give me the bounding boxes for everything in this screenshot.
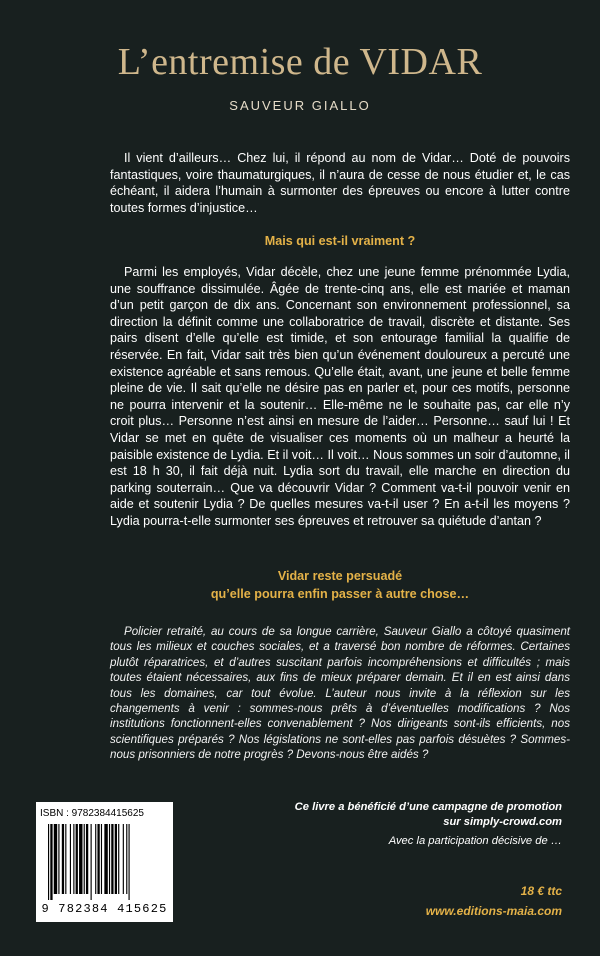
conclusion-line-2: qu’elle pourra enfin passer à autre chose… (210, 587, 470, 601)
question-heading: Mais qui est-il vraiment ? (264, 234, 416, 248)
intro-paragraph: Il vient d’ailleurs… Chez lui, il répond au nom de Vidar… Doté de pouvoirs fantastiques, voire thaumaturgiques, il n’aura de cesse de nous étudier et, le cas échéant, il aidera l’humain à surmonter des épreuves ou encore à lutter contre toutes formes d’injustice… (110, 151, 570, 215)
book-title: L’entremise de VIDAR (117, 41, 483, 83)
promotion-line-1: Ce livre a bénéficié d’une campagne de promotion (294, 801, 562, 813)
conclusion-text (110, 567, 570, 603)
promotion-note (250, 800, 562, 830)
story-paragraph: Parmi les employés, Vidar décèle, chez une jeune femme prénommée Lydia, une souffrance dissimulée. Âgée de trente-cinq ans, elle est mariée et maman d’un petit garçon de dix ans. Concernant son environnement professionnel, sa direction la définit comme une collaboratrice de travail, discrète et distante. Ses pairs disent d’elle qu’elle est timide, et son entourage familial la qualifie de réservée. En fait, Vidar sait très bien qu’un événement douloureux a percuté une existence agréable et sans remous. Qu’elle était, avant, une jeune et belle femme pleine de vie. Il sait qu’elle ne désire pas en parler et, pour ces motifs, personne ne pourra intervenir et la soutenir… Elle-même ne le souhaite pas, car elle n’y croit plus… Personne n’est ainsi en mesure de l’aider… Personne… sauf lui ! Et Vidar se met en quête de visualiser ces moments où un malheur a heurté la paisible existence de Lydia. Et il voit… Il voit… Nous sommes un soir d’automne, il est 18 h 30, il fait déjà nuit. Lydia sort du travail, elle marche en direction du parking souterrain… Que va découvrir Vidar ? Comment va-t-il pouvoir venir en aide et soutenir Lydia ? De quelles mesures va-t-il user ? En a-t-il les moyens ? Lydia pourra-t-elle surmonter ses épreuves et retrouver sa quiétude d’antan ? (110, 265, 570, 528)
author-bio: Policier retraité, au cours de sa longue carrière, Sauveur Giallo a côtoyé quasiment tous les milieux et couches sociales, et a traversé bon nombre de réformes. Certaines plutôt réparatrices, et d’autres suscitant parfois incompréhensions et difficultés ; mais toutes étaient nécessaires, aux fins de mieux préparer demain. Et il en est ainsi dans tous les domaines, car tout évolue. L’auteur nous invite à la réflexion sur les changements à venir : sommes-nous prêts à d’éventuelles modifications ? Nos institutions fonctionnent-elles convenablement ? Nos dirigeants sont-ils efficients, nos scientifiques préparés ? Nos législations ne sont-elles pas parfois désuètes ? Sommes-nous prisonniers de notre progrès ? Devons-nous être aidés ? (110, 625, 570, 762)
publisher-website: www.editions-maia.com (425, 904, 562, 918)
author-name: SAUVEUR GIALLO (229, 98, 371, 113)
conclusion-line-1: Vidar reste persuadé (277, 569, 403, 583)
participation-note: Avec la participation décisive de … (388, 835, 562, 847)
barcode-digits: 9 782384 415625 (41, 902, 168, 916)
price-label: 18 € ttc (520, 884, 562, 898)
promotion-line-2: sur simply-crowd.com (443, 816, 562, 828)
isbn-label: ISBN : 9782384415625 (40, 808, 144, 819)
isbn-barcode (36, 802, 173, 922)
barcode-icon (46, 824, 163, 900)
